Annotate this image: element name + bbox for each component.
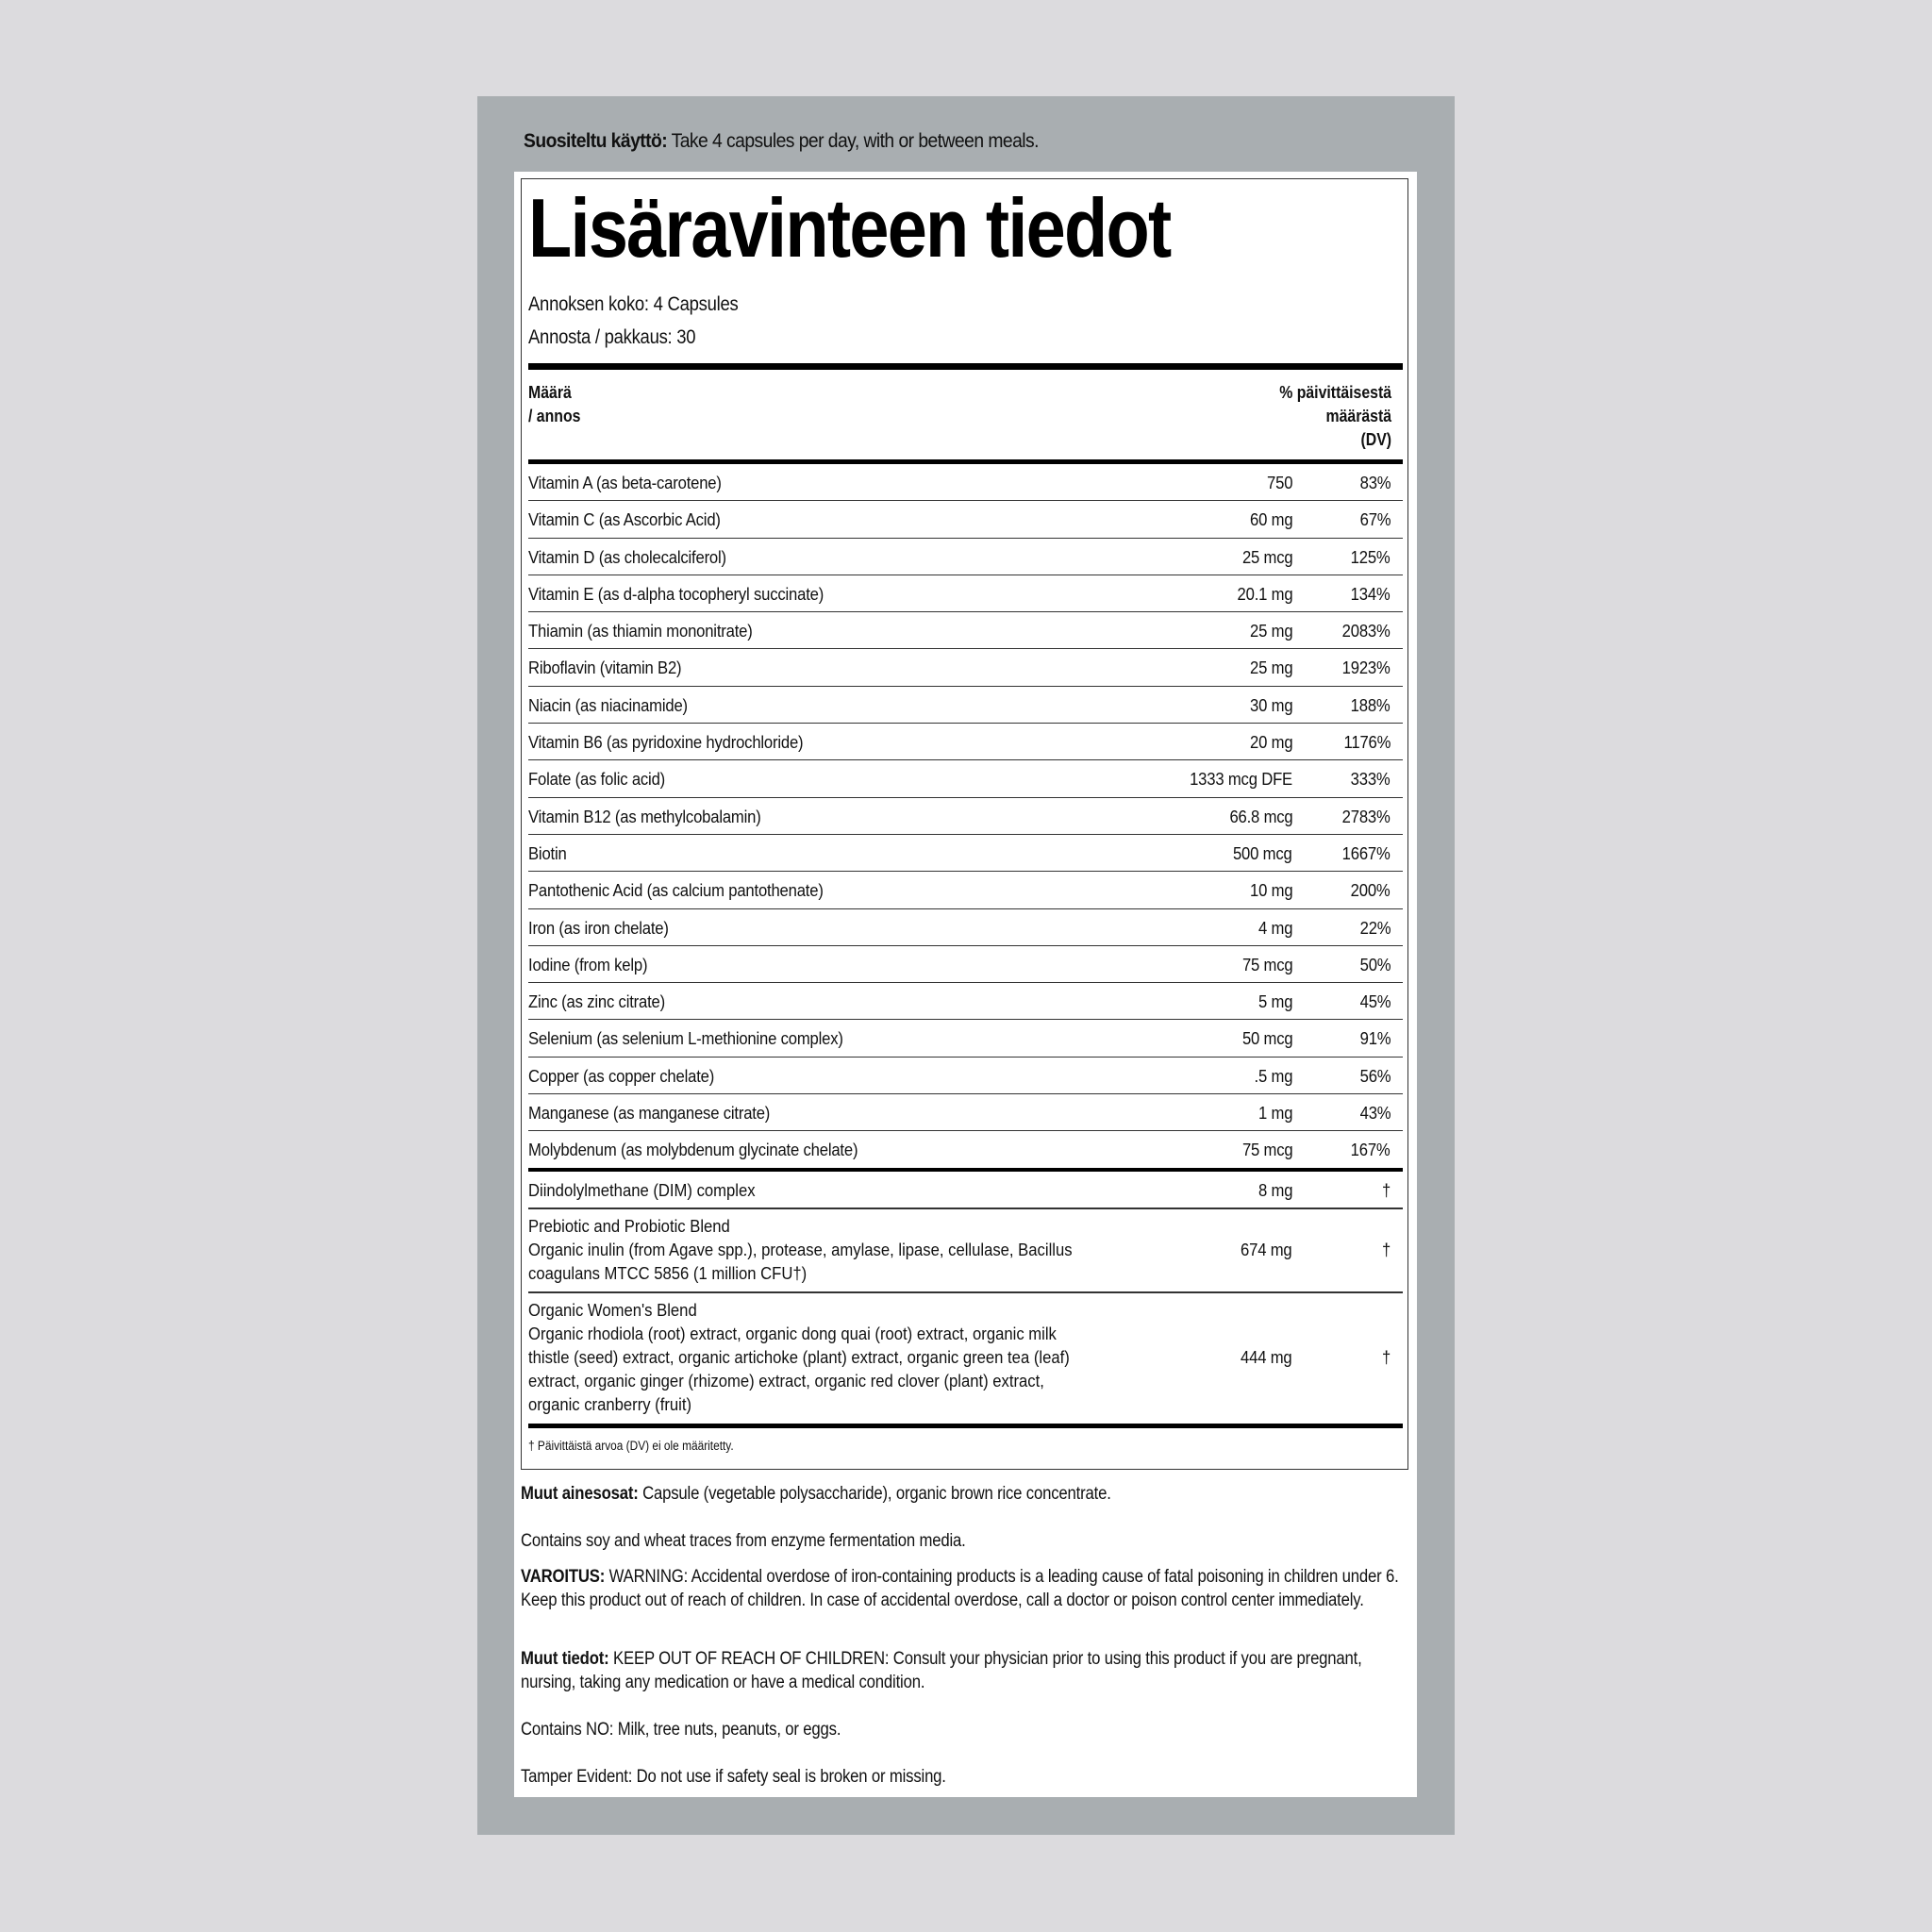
- nutrient-row: Vitamin B6 (as pyridoxine hydrochloride) 20 mg 1176%: [528, 724, 1403, 760]
- warning: VAROITUS: WARNING: Accidental overdose of iron-containing products is a leading cause of fatal poisoning in children under 6. Keep this product out of reach of children. In case of accidental overdose, call a doctor or poison control center immediately.: [521, 1567, 1399, 1610]
- dagger-symbol: †: [1381, 1347, 1391, 1367]
- amount-header-line1: Määrä: [528, 383, 572, 402]
- dv-footnote: † Päivittäistä arvoa (DV) ei ole määritetty.: [528, 1439, 734, 1453]
- nutrient-row: Vitamin C (as Ascorbic Acid) 60 mg 67%: [528, 501, 1403, 538]
- dv-header-line2: määrästä: [1325, 407, 1391, 425]
- serving-size: Annoksen koko: 4 Capsules: [528, 293, 739, 315]
- amount-header-line2: / annos: [528, 407, 581, 425]
- amount-per-serving-header: [528, 381, 580, 428]
- tamper-evident: Tamper Evident: Do not use if safety seal is broken or missing.: [521, 1767, 946, 1787]
- dagger-symbol: †: [1381, 1240, 1391, 1259]
- nutrient-row: Folate (as folic acid) 1333 mcg DFE 333%: [528, 760, 1403, 797]
- nutrient-row: Niacin (as niacinamide) 30 mg 188%: [528, 687, 1403, 724]
- nutrient-row: Zinc (as zinc citrate) 5 mg 45%: [528, 983, 1403, 1020]
- contains-no: Contains NO: Milk, tree nuts, peanuts, or eggs.: [521, 1720, 841, 1740]
- servings-per-container: Annosta / pakkaus: 30: [528, 326, 696, 348]
- nutrient-row: Thiamin (as thiamin mononitrate) 25 mg 2083%: [528, 612, 1403, 649]
- other-ingredients: Muut ainesosat: Capsule (vegetable polysaccharide), organic brown rice concentrate.: [521, 1484, 1111, 1504]
- dv-header-line1: % päivittäisestä: [1279, 383, 1391, 402]
- daily-value-header: [1279, 381, 1391, 452]
- nutrient-row: Manganese (as manganese citrate) 1 mg 43%: [528, 1094, 1403, 1131]
- other-item-row: Diindolylmethane (DIM) complex 8 mg †: [528, 1180, 1391, 1200]
- nutrient-row: Biotin 500 mcg 1667%: [528, 835, 1403, 872]
- suggested-use-label: Suositeltu käyttö:: [524, 130, 668, 152]
- nutrient-row: Iron (as iron chelate) 4 mg 22%: [528, 909, 1403, 946]
- nutrient-row: Selenium (as selenium L-methionine complex) 50 mcg 91%: [528, 1020, 1403, 1057]
- nutrient-row: Iodine (from kelp) 75 mcg 50%: [528, 946, 1403, 983]
- suggested-use: [524, 130, 1039, 153]
- other-info: Muut tiedot: KEEP OUT OF REACH OF CHILDREN: Consult your physician prior to using this product if you are pregnant, nursing, taking any medication or have a medical condition.: [521, 1649, 1362, 1692]
- nutrient-row: Copper (as copper chelate) .5 mg 56%: [528, 1058, 1403, 1094]
- dagger-symbol: †: [1381, 1180, 1391, 1200]
- nutrient-row: Riboflavin (vitamin B2) 25 mg 1923%: [528, 649, 1403, 686]
- facts-title: Lisäravinteen tiedot: [528, 181, 1171, 275]
- nutrient-row: Vitamin A (as beta-carotene) 750 83%: [528, 464, 1403, 501]
- nutrient-row: Vitamin E (as d-alpha tocopheryl succinate) 20.1 mg 134%: [528, 575, 1403, 612]
- nutrient-row: Molybdenum (as molybdenum glycinate chelate) 75 mcg 167%: [528, 1140, 1391, 1160]
- nutrient-row: Pantothenic Acid (as calcium pantothenate) 10 mg 200%: [528, 872, 1403, 908]
- nutrient-row: Vitamin D (as cholecalciferol) 25 mcg 125%: [528, 539, 1403, 575]
- nutrient-row: Vitamin B12 (as methylcobalamin) 66.8 mcg 2783%: [528, 798, 1403, 835]
- suggested-use-text: Take 4 capsules per day, with or between meals.: [667, 130, 1039, 152]
- other-item-row: Organic Women's Blend Organic rhodiola (root) extract, organic dong quai (root) extract, organic milk thistle (seed) extract, organic artichoke (plant) extract, organic green tea (leaf) extract, organic ginger (rhizome) extract, organic red clover (plant) extract, organic cranberry (fruit) 444 mg †: [528, 1300, 1391, 1414]
- thick-divider: [528, 1424, 1403, 1428]
- dv-header-line3: (DV): [1360, 430, 1391, 449]
- allergen-note: Contains soy and wheat traces from enzyme fermentation media.: [521, 1531, 966, 1551]
- thick-divider: [528, 363, 1403, 370]
- nutrient-table: [528, 464, 1403, 1169]
- other-item-row: Prebiotic and Probiotic Blend Organic inulin (from Agave spp.), protease, amylase, lipase, cellulase, Bacillus coagulans MTCC 5856 (1 million CFU†) 674 mg †: [528, 1216, 1391, 1283]
